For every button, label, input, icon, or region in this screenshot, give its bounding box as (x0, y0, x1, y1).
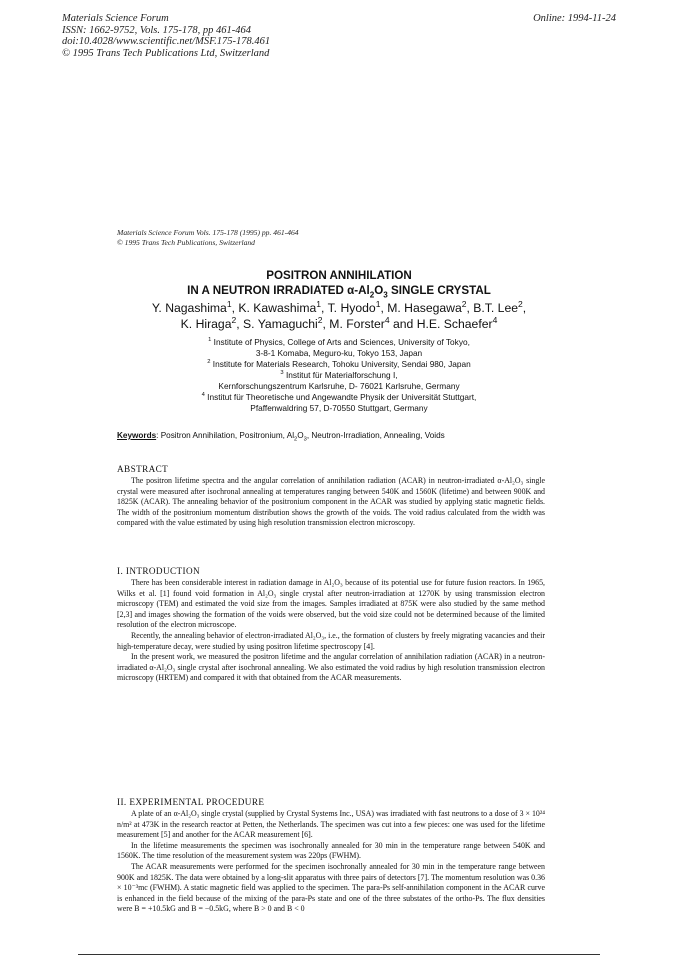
author-affiliation-mark: 2 (317, 314, 323, 325)
publication-header (62, 13, 270, 59)
title-line-2: IN A NEUTRON IRRADIATED $\alpha-Al_2O_3$ SINGLE CRYSTAL (187, 284, 491, 300)
introduction-paragraph: Recently, the annealing behavior of electron-irradiated Al₂O₃, i.e., the formation of clusters by freely migrating vacancies and their high-temperature decay, were studied by using positron lifetime spectroscopy [4]. (117, 630, 545, 651)
abstract-heading: ABSTRACT (117, 464, 169, 474)
introduction-paragraph: In the present work, we measured the positron lifetime and the angular correlation of annihilation radiation (ACAR) in a neutron-irradiated α-Al₂O₃ single crystal after isochronal annealing. We also estimated the void radius by high resolution transmission electron microscopy (HRTEM) and compared it with that obtained from the ACAR measurements. (117, 652, 545, 683)
author-affiliation-mark: 2 (231, 314, 237, 325)
experimental-heading: II. EXPERIMENTAL PROCEDURE (117, 797, 265, 807)
author-name: B.T. Lee (473, 301, 518, 315)
journal-name: Materials Science Forum (62, 13, 169, 24)
affiliation-line: Kernforschungszentrum Karlsruhe, D- 76021 Karlsruhe, Germany (218, 381, 460, 391)
introduction-heading: I. INTRODUCTION (117, 566, 201, 576)
affiliation-line: $^4$ Institut für Theoretische und Angewandte Physik der Universität Stuttgart, (201, 392, 477, 402)
author-name: M. Hasegawa (387, 301, 462, 315)
abstract-paragraph: The positron lifetime spectra and the angular correlation of annihilation radiation (ACAR) in neutron-irradiated α-Al₂O₃ single crystal were measured after isochronal annealing at temperatures ranging between 540K and 1560K (lifetime) and between 900K and 1825K (ACAR). The annealing behavior of the positronium component in the ACAR was studied by applying static magnetic fields. The width of the positronium momentum distribution shows the growth of the voids. The void radius calculated from the width was compared with the value estimated by using high resolution transmission electron microscopy. (117, 476, 545, 528)
author-name: K. Hiraga (180, 317, 232, 331)
author-name: K. Kawashima (238, 301, 317, 315)
citation-block (117, 228, 299, 248)
title-line-1: POSITRON ANNIHILATION (266, 269, 412, 282)
citation-line: Materials Science Forum Vols. 175-178 (1995) pp. 461-464 (117, 228, 299, 237)
experimental-body (117, 809, 545, 915)
page-footer-rule (78, 954, 600, 955)
author-affiliation-mark: 4 (384, 314, 390, 325)
affiliations (0, 337, 678, 414)
author-line-1: Y. Nagashima$^1$, K. Kawashima$^1$, T. Hyodo$^1$, M. Hasegawa$^2$, B.T. Lee$^2$, (151, 298, 527, 315)
doi-line[interactable]: doi:10.4028/www.scientific.net/MSF.175-178.461 (62, 36, 271, 48)
experimental-paragraph: A plate of an α-Al₂O₃ single crystal (supplied by Crystal Systems Inc., USA) was irradiated with fast neutrons to a dose of 3 × 10²⁴ n/m² at 473K in the research reactor at Petten, the Netherlands. The specimen was cut into a few pieces: one was used for the lifetime measurement [5] and another for the ACAR measurement [6]. (117, 809, 545, 840)
experimental-paragraph: In the lifetime measurements the specimen was isochronally annealed for 30 min in the temperature range between 540K and 1560K. The time resolution of the measurement system was 220ps (FWHM). (117, 840, 545, 861)
affiliation-line: $^3$ Institut für Materialforschung I, (280, 370, 398, 380)
experimental-paragraph: The ACAR measurements were performed for the specimen isochronally annealed for 30 min in the temperature range between 900K and 1825K. The data were obtained by a long-slit apparatus with three pairs of detectors [7]. The momentum resolution was 0.36 × 10⁻³mc (FWHM). A static magnetic field was applied to the specimen. The para-Ps self-annihilation component in the ACAR curve is enhanced in the field because of the mixing of the para-Ps state and one of the three substates of the ortho-Ps. The flux densities were B = +10.5kG and B = −0.5kG, where B > 0 and B < 0 (117, 861, 545, 914)
keywords-line: Keywords: Positron Annihilation, Positronium, $Al_2O_3$, Neutron-Irradiation, Annealing, Voids (117, 431, 445, 443)
author-affiliation-mark: 1 (226, 298, 232, 309)
author-name: T. Hyodo (327, 301, 376, 315)
introduction-paragraph: There has been considerable interest in radiation damage in Al₂O₃ because of its potential use for future fusion reactors. In 1965, Wilks et al. [1] found void formation in Al₂O₃ single crystal after neutron-irradiation at 1270K by using transmission electron microscopy (TEM) and estimated the void size from the images. Samples irradiated at 875K were also studied by the same method [2,3] and images showing the formation of the voids were observed, but the void size could not be determined because of the limited resolution of the electron microscope. (117, 578, 545, 630)
introduction-body (117, 578, 545, 684)
author-affiliation-mark: 1 (375, 298, 381, 309)
author-affiliation-mark: 2 (518, 298, 523, 309)
affiliation-line: 3-8-1 Komaba, Meguro-ku, Tokyo 153, Japan (255, 348, 423, 358)
online-date: Online: 1994-11-24 (533, 13, 616, 24)
author-name: H.E. Schaefer (416, 317, 493, 331)
author-name: Y. Nagashima (151, 301, 227, 315)
author-affiliation-mark: 4 (492, 314, 498, 325)
affiliation-line: $^2$ Institute for Materials Research, Tohoku University, Sendai 980, Japan (207, 359, 471, 369)
abstract-body (117, 476, 545, 529)
issn-line: ISSN: 1662-9752, Vols. 175-178, pp 461-464 (62, 24, 251, 36)
paper-title (0, 268, 678, 298)
author-name: M. Forster (329, 317, 385, 331)
keywords-label: Keywords (117, 431, 157, 440)
author-list (0, 300, 678, 332)
author-affiliation-mark: 2 (461, 298, 467, 309)
author-line-2: K. Hiraga$^2$, S. Yamaguchi$^2$, M. Forster$^4$ and H.E. Schaefer$^4$ (180, 314, 498, 331)
author-affiliation-mark: 1 (316, 298, 322, 309)
copyright-line: © 1995 Trans Tech Publications Ltd, Switzerland (62, 47, 270, 59)
affiliation-line: $^1$ Institute of Physics, College of Arts and Sciences, University of Tokyo, (208, 337, 470, 347)
affiliation-line: Pfaffenwaldring 57, D-70550 Stuttgart, Germany (250, 403, 428, 413)
citation-copyright: © 1995 Trans Tech Publications, Switzerland (117, 238, 255, 247)
author-name: S. Yamaguchi (243, 317, 318, 331)
